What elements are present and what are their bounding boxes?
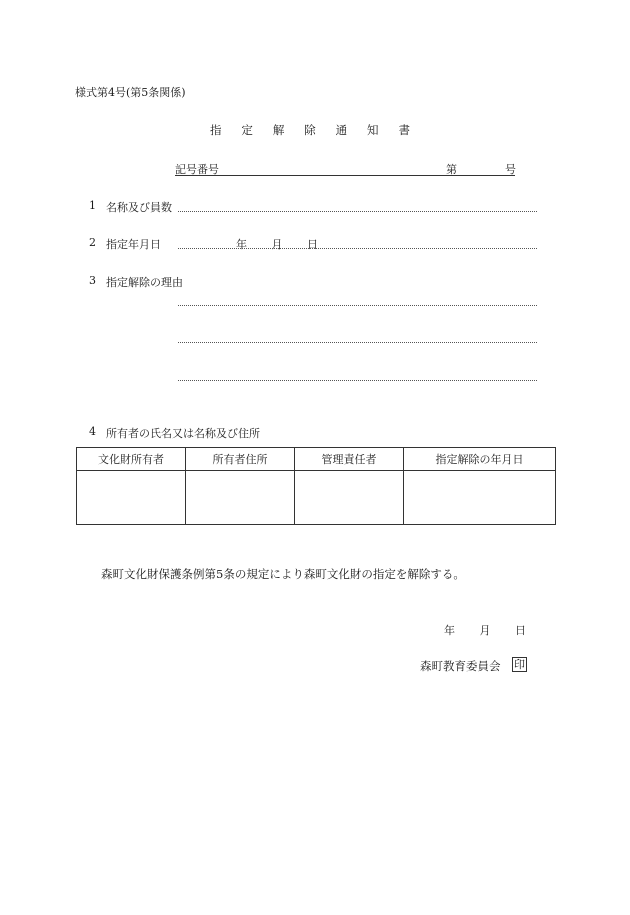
record-number-go: 号 <box>505 163 516 176</box>
year-char: 年 <box>444 624 455 637</box>
header-cultural-property-owner: 文化財所有者 <box>77 448 186 471</box>
item-2-label: 指定年月日 <box>106 238 161 251</box>
day-char: 日 <box>515 624 526 637</box>
cell-manager[interactable] <box>295 471 404 525</box>
item-2-number: 2 <box>89 236 96 249</box>
title-char: 知 <box>367 123 379 137</box>
item-2-field-line[interactable] <box>178 248 537 249</box>
record-number-dai: 第 <box>446 163 457 176</box>
day-char: 日 <box>307 238 318 251</box>
item-1-label: 名称及び員数 <box>106 201 172 214</box>
document-title <box>210 122 410 138</box>
item-3-label: 指定解除の理由 <box>106 276 183 289</box>
header-owner-address: 所有者住所 <box>186 448 295 471</box>
title-char: 定 <box>241 123 253 137</box>
title-char: 除 <box>304 123 316 137</box>
month-char: 月 <box>271 238 283 251</box>
cancellation-statement: 森町文化財保護条例第5条の規定により森町文化財の指定を解除する。 <box>101 567 465 581</box>
issuer-name: 森町教育委員会 <box>420 659 501 673</box>
title-char: 指 <box>210 123 222 137</box>
year-char: 年 <box>236 238 247 251</box>
table-row <box>77 471 556 525</box>
reason-field-line-2[interactable] <box>178 342 537 343</box>
seal-mark: 印 <box>514 658 525 671</box>
item-1-number: 1 <box>89 199 96 212</box>
item-1-field-line[interactable] <box>178 211 537 212</box>
issue-date <box>444 622 526 638</box>
record-number-field-line[interactable] <box>175 175 515 176</box>
owner-table-header-row <box>77 448 556 471</box>
cell-cultural-property-owner[interactable] <box>77 471 186 525</box>
form-number-label: 様式第4号(第5条関係) <box>75 86 186 99</box>
header-cancellation-date: 指定解除の年月日 <box>404 448 556 471</box>
title-char: 通 <box>335 123 348 137</box>
owner-table <box>76 447 556 525</box>
item-3-number: 3 <box>89 274 96 287</box>
item-4-label: 所有者の氏名又は名称及び住所 <box>106 427 260 440</box>
cell-owner-address[interactable] <box>186 471 295 525</box>
reason-field-line-1[interactable] <box>178 305 537 306</box>
header-manager: 管理責任者 <box>295 448 404 471</box>
title-char: 書 <box>398 123 410 137</box>
item-4-number: 4 <box>89 425 96 438</box>
month-char: 月 <box>479 624 491 637</box>
record-number-label: 記号番号 <box>175 163 219 176</box>
title-char: 解 <box>272 123 285 137</box>
reason-field-line-3[interactable] <box>178 380 537 381</box>
cell-cancellation-date[interactable] <box>404 471 556 525</box>
designation-date <box>236 236 318 252</box>
